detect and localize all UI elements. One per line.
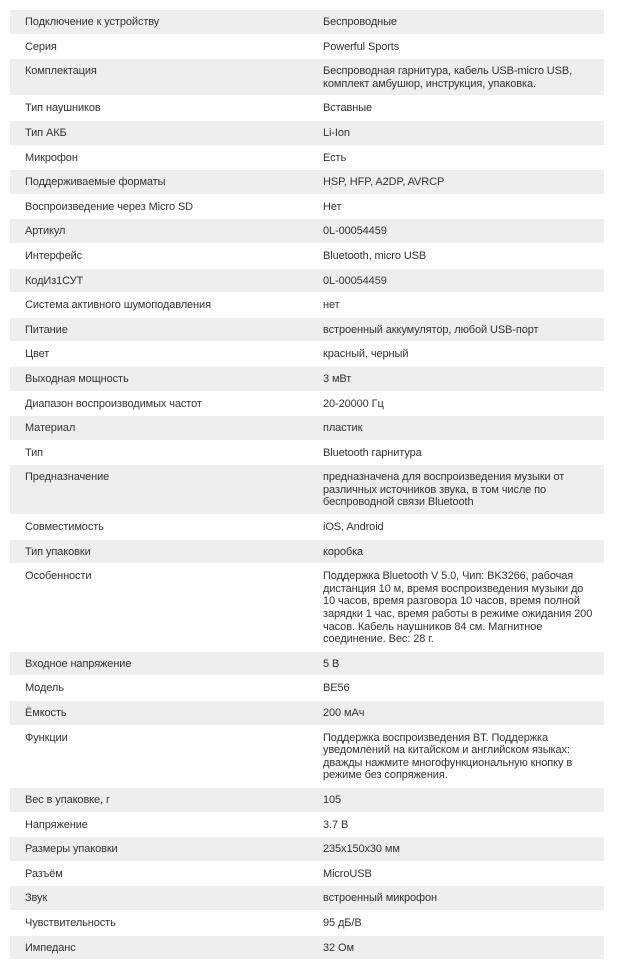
spec-row (10, 788, 604, 813)
spec-row (10, 837, 604, 862)
spec-row (10, 652, 604, 677)
spec-value: 5 В (323, 657, 340, 670)
spec-value: Беспроводные (323, 16, 397, 28)
spec-value: Нет (323, 200, 342, 213)
spec-name: Серия (25, 40, 57, 53)
spec-value: Есть (323, 151, 347, 164)
spec-name: Питание (25, 323, 68, 336)
spec-name: Диапазон воспроизводимых частот (25, 397, 202, 410)
spec-row (10, 465, 604, 515)
spec-value: 200 мАч (323, 707, 365, 719)
spec-value: Поддержка воспроизведения BT. Поддержка уведомлений на китайском и английском языках: дважды нажмите многофункциональную кнопку в режиме без сопряжения. (323, 731, 573, 782)
spec-name: Тип упаковки (25, 545, 91, 558)
spec-row (10, 35, 604, 60)
spec-row (10, 936, 604, 960)
spec-row (10, 367, 604, 392)
spec-name: Артикул (25, 225, 66, 238)
spec-name: Комплектация (25, 65, 97, 78)
spec-value: коробка (323, 545, 364, 558)
spec-row (10, 564, 604, 652)
spec-row (10, 886, 604, 911)
spec-name: Тип (25, 446, 44, 459)
spec-row (10, 676, 604, 701)
spec-name: Функции (25, 731, 68, 744)
spec-name: Совместимость (25, 521, 104, 534)
spec-value: BE56 (323, 682, 350, 695)
spec-row (10, 726, 604, 788)
spec-value: iOS, Android (323, 521, 384, 534)
spec-row (10, 911, 604, 936)
spec-value: 20-20000 Гц (323, 397, 384, 410)
spec-name: Цвет (25, 348, 50, 361)
spec-row (10, 244, 604, 269)
spec-value: встроенный микрофон (323, 892, 437, 905)
spec-value: Bluetooth, micro USB (323, 249, 427, 262)
spec-row (10, 269, 604, 294)
spec-value: 95 дБ/В (323, 916, 362, 929)
spec-value: Беспроводная гарнитура, кабель USB-micro USB, комплект амбушюр, инструкция, упаковка. (323, 65, 573, 90)
spec-row (10, 342, 604, 367)
spec-row (10, 392, 604, 417)
spec-name: Выходная мощность (25, 372, 129, 385)
spec-value: MicroUSB (323, 867, 372, 880)
spec-value: встроенный аккумулятор, любой USB-порт (323, 323, 539, 336)
spec-name: Материал (25, 422, 76, 435)
spec-name: Чувствительность (25, 916, 116, 929)
spec-name: Особенности (25, 570, 92, 583)
spec-value: 3.7 В (323, 818, 349, 831)
spec-row (10, 59, 604, 96)
spec-row (10, 540, 604, 565)
spec-name: Тип АКБ (25, 126, 67, 139)
spec-value: Li-Ion (323, 126, 350, 139)
spec-value: 0L-00054459 (323, 225, 387, 238)
spec-value: 105 (323, 793, 342, 806)
spec-name: Микрофон (25, 151, 78, 164)
spec-value: Поддержка Bluetooth V 5.0, Чип: BK3266, рабочая дистанция 10 м, время воспроизведения музыки до 10 часов, время разговора 10 часов, время полной зарядки 1 час, время работы в режиме ожидания 200 часов. Кабель наушников 84 см. Магнитное соединение. Вес: 28 г. (323, 570, 593, 646)
spec-name: Ёмкость (25, 707, 67, 719)
spec-value: HSP, HFP, A2DP, AVRCP (323, 176, 445, 189)
spec-row (10, 121, 604, 146)
spec-name: Разъём (25, 867, 63, 880)
spec-value: 3 мВт (323, 372, 352, 385)
spec-row (10, 170, 604, 195)
spec-row (10, 862, 604, 887)
spec-row (10, 96, 604, 121)
spec-value: пластик (323, 422, 363, 435)
spec-value: 235x150x30 мм (323, 843, 400, 856)
spec-table (10, 10, 604, 960)
spec-value: красный, черный (323, 348, 409, 361)
spec-name: Входное напряжение (25, 657, 132, 670)
spec-row (10, 10, 604, 35)
spec-value: Bluetooth гарнитура (323, 446, 422, 459)
spec-row (10, 219, 604, 244)
spec-name: Звук (25, 892, 48, 905)
spec-name: Поддерживаемые форматы (25, 176, 166, 189)
spec-row (10, 318, 604, 343)
spec-value: Вставные (323, 102, 373, 115)
spec-name: Подключение к устройству (25, 16, 160, 28)
spec-row (10, 146, 604, 171)
spec-value: предназначена для воспроизведения музыки от различных источников звука, в том числе по беспроводной связи Bluetooth (323, 471, 565, 509)
spec-row (10, 701, 604, 726)
spec-row (10, 441, 604, 466)
spec-name: Импеданс (25, 941, 76, 954)
spec-value: нет (323, 299, 340, 312)
spec-row (10, 416, 604, 441)
spec-name: Тип наушников (25, 102, 101, 115)
spec-name: Интерфейс (25, 249, 83, 262)
spec-name: Напряжение (25, 818, 88, 831)
spec-name: Система активного шумоподавления (25, 299, 211, 312)
spec-row (10, 813, 604, 838)
spec-row (10, 195, 604, 220)
spec-name: Размеры упаковки (25, 843, 118, 856)
spec-name: Предназначение (25, 471, 110, 484)
spec-value: 0L-00054459 (323, 274, 387, 287)
spec-value: Powerful Sports (323, 40, 400, 53)
spec-row (10, 293, 604, 318)
spec-name: Модель (25, 682, 64, 695)
spec-name: Вес в упаковке, г (25, 793, 110, 806)
spec-name: Воспроизведение через Micro SD (25, 200, 194, 213)
spec-row (10, 515, 604, 540)
spec-name: КодИз1СУТ (25, 274, 84, 287)
spec-value: 32 Ом (323, 941, 354, 954)
